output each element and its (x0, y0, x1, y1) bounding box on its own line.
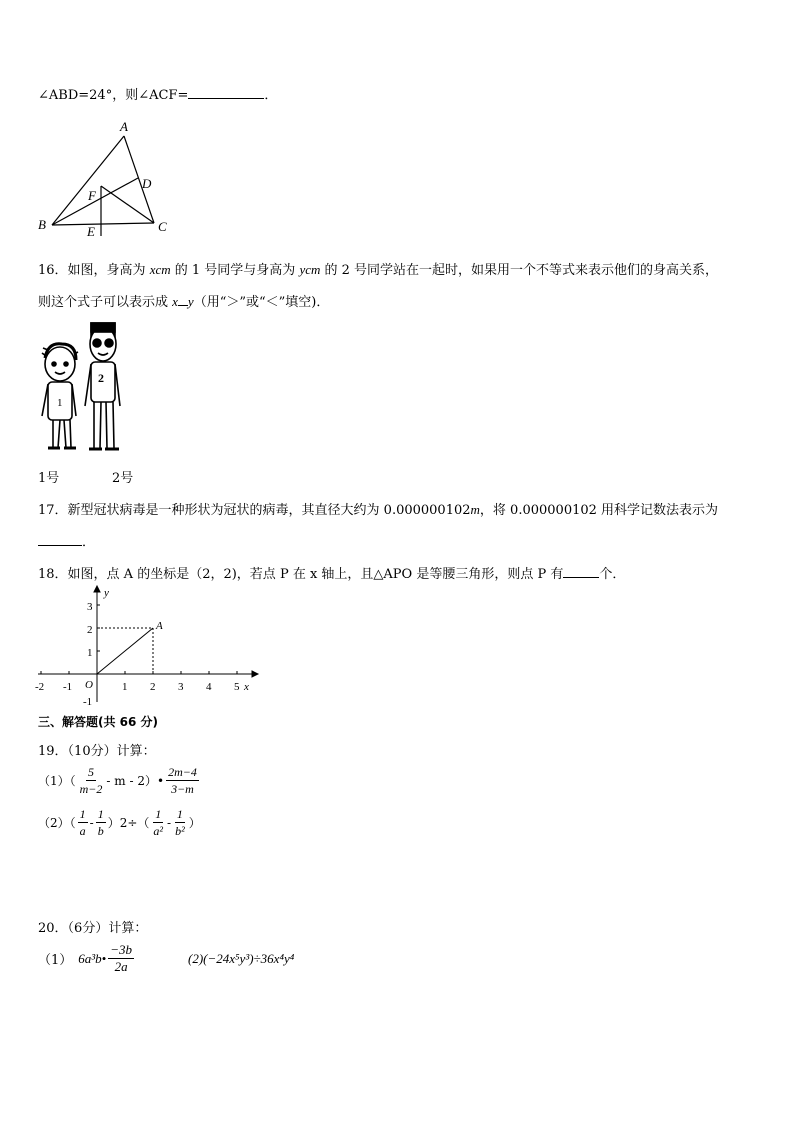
section-heading: 三、解答题(共 66 分) (38, 715, 159, 729)
x-tick-neg1: -1 (63, 681, 73, 693)
label-a: A (120, 119, 128, 134)
q19-p1-fraction2 (166, 764, 199, 797)
q17-text (38, 499, 718, 518)
q19-p2-end: ） (188, 816, 201, 830)
segment-cf (101, 186, 154, 223)
x-axis-label: x (244, 681, 249, 693)
origin-label: O (85, 679, 93, 691)
q17-text-a: 17．新型冠状病毒是一种形状为冠状的病毒，其直径大约为 0.000000102 (38, 503, 471, 518)
segment-ab (52, 136, 124, 225)
y-axis-label: y (104, 587, 109, 599)
q16-text-b: 的 1 号同学与身高为 (170, 263, 300, 278)
label-d: D (142, 176, 152, 191)
y-tick-2: 2 (87, 624, 93, 636)
point-a-label: A (156, 620, 163, 632)
q15-end: ． (264, 88, 278, 103)
q15-stem: ∠ABD=24°，则∠ACF= (38, 88, 189, 103)
label-e: E (87, 224, 95, 239)
x-axis-arrow (252, 671, 258, 677)
q17-text-b: ，将 0.000000102 用科学记数法表示为 (479, 503, 719, 518)
student-1 (42, 344, 78, 448)
y-tick-1: 1 (87, 647, 93, 659)
q19-p1-label: （1）（ (38, 774, 76, 788)
q18-answer-blank[interactable] (563, 577, 599, 578)
q19-p2-f3-num: 1 (155, 807, 162, 821)
q20-title: 20．（6分）计算： (38, 921, 148, 936)
q16-text-c: 的 2 号同学站在一起时，如果用一个不等式来表示他们的身高关系， (320, 263, 719, 278)
student-2 (85, 323, 120, 449)
q17-answer-line (38, 531, 95, 550)
q19-part2 (38, 806, 201, 839)
q17-answer-blank[interactable] (38, 545, 82, 546)
q17-unit: m (470, 502, 480, 517)
q17-end: ． (82, 535, 96, 550)
q19-p2-f3 (151, 806, 165, 839)
q19-p2-f2-den: b (97, 824, 104, 838)
q19-p2-f2-num: 1 (97, 807, 104, 821)
q19-p1-num: 5 (88, 765, 95, 779)
q16-line2 (38, 291, 329, 310)
q16-text-d: 则这个式子可以表示成 (38, 295, 173, 310)
x-tick-3: 3 (178, 681, 184, 693)
q19-p2-f1 (78, 806, 88, 839)
q19-p2-mid: ）2÷（ (107, 816, 150, 830)
q19-p2-f1-den: a (79, 824, 86, 838)
segment-oa (97, 628, 153, 674)
q20-p1-label: （1） (38, 953, 73, 968)
q19-p1-den: m−2 (79, 782, 103, 796)
student-2-label: 2号 (112, 471, 134, 486)
q16-line1 (38, 259, 718, 278)
label-b: B (38, 217, 46, 232)
coordinate-figure (30, 584, 260, 708)
q20-p1-fraction (108, 942, 134, 975)
x-tick-neg2: -2 (35, 681, 45, 693)
x-tick-2: 2 (150, 681, 156, 693)
student-1-label: 1号 (38, 471, 60, 486)
q16-ycm: ycm (299, 262, 321, 277)
q19-p1-mid: - m - 2）• (106, 774, 165, 788)
y-tick-3: 3 (87, 601, 93, 613)
q19-p2-f4 (173, 806, 187, 839)
q19-p1-den2: 3−m (171, 782, 194, 796)
q19-p1-num2: 2m−4 (168, 765, 197, 779)
q20-p1-den: 2a (114, 959, 128, 974)
q19-title: 19．（10分）计算： (38, 744, 156, 759)
q19-p2-f1-num: 1 (79, 807, 86, 821)
q16-y: y (187, 294, 194, 309)
q16-x: x (172, 294, 178, 309)
y-axis-arrow (94, 586, 100, 592)
q19-p2-minus: - (89, 815, 94, 830)
q19-p2-minus-2: - (167, 815, 172, 830)
y-tick-neg1: -1 (83, 696, 93, 708)
q19-p2-f4-num: 1 (176, 807, 183, 821)
label-c: C (158, 219, 167, 234)
q20-p1-expr: 6a³b• (78, 950, 107, 966)
q16-text-a: 16．如图，身高为 (38, 263, 150, 278)
q19-p2-label: （2）（ (38, 816, 76, 830)
q20-p1-num: −3b (110, 942, 133, 957)
x-tick-5: 5 (234, 681, 240, 693)
x-tick-1: 1 (122, 681, 128, 693)
q18-text (38, 563, 625, 582)
q16-answer-blank[interactable] (178, 305, 188, 306)
q15-text (38, 84, 277, 103)
q20-part1 (38, 942, 136, 975)
students-figure (36, 318, 136, 458)
q19-p1-fraction (78, 764, 105, 797)
q15-answer-blank[interactable] (188, 98, 264, 99)
segment-bc (52, 223, 154, 225)
x-tick-4: 4 (206, 681, 212, 693)
q19-p2-f2 (96, 806, 106, 839)
q16-xcm: xcm (149, 262, 171, 277)
triangle-figure (34, 118, 174, 242)
q19-part1 (38, 764, 201, 797)
label-f: F (88, 188, 96, 203)
q19-p2-f4-den: b² (175, 824, 185, 838)
q16-text-e: （用“＞”或“＜”填空)． (193, 295, 330, 310)
shirt-number-2: 2 (98, 371, 104, 385)
q18-text-a: 18．如图，点 A 的坐标是（2，2)，若点 P 在 x 轴上，且△APO 是等腰三角形，则点 P 有 (38, 567, 564, 582)
q20-part2: (2)(−24x⁵y³)÷36x⁴y⁴ (188, 951, 295, 966)
shirt-number-1: 1 (57, 397, 63, 409)
q18-text-b: 个． (599, 567, 626, 582)
q19-p2-f3-den: a² (153, 824, 164, 838)
